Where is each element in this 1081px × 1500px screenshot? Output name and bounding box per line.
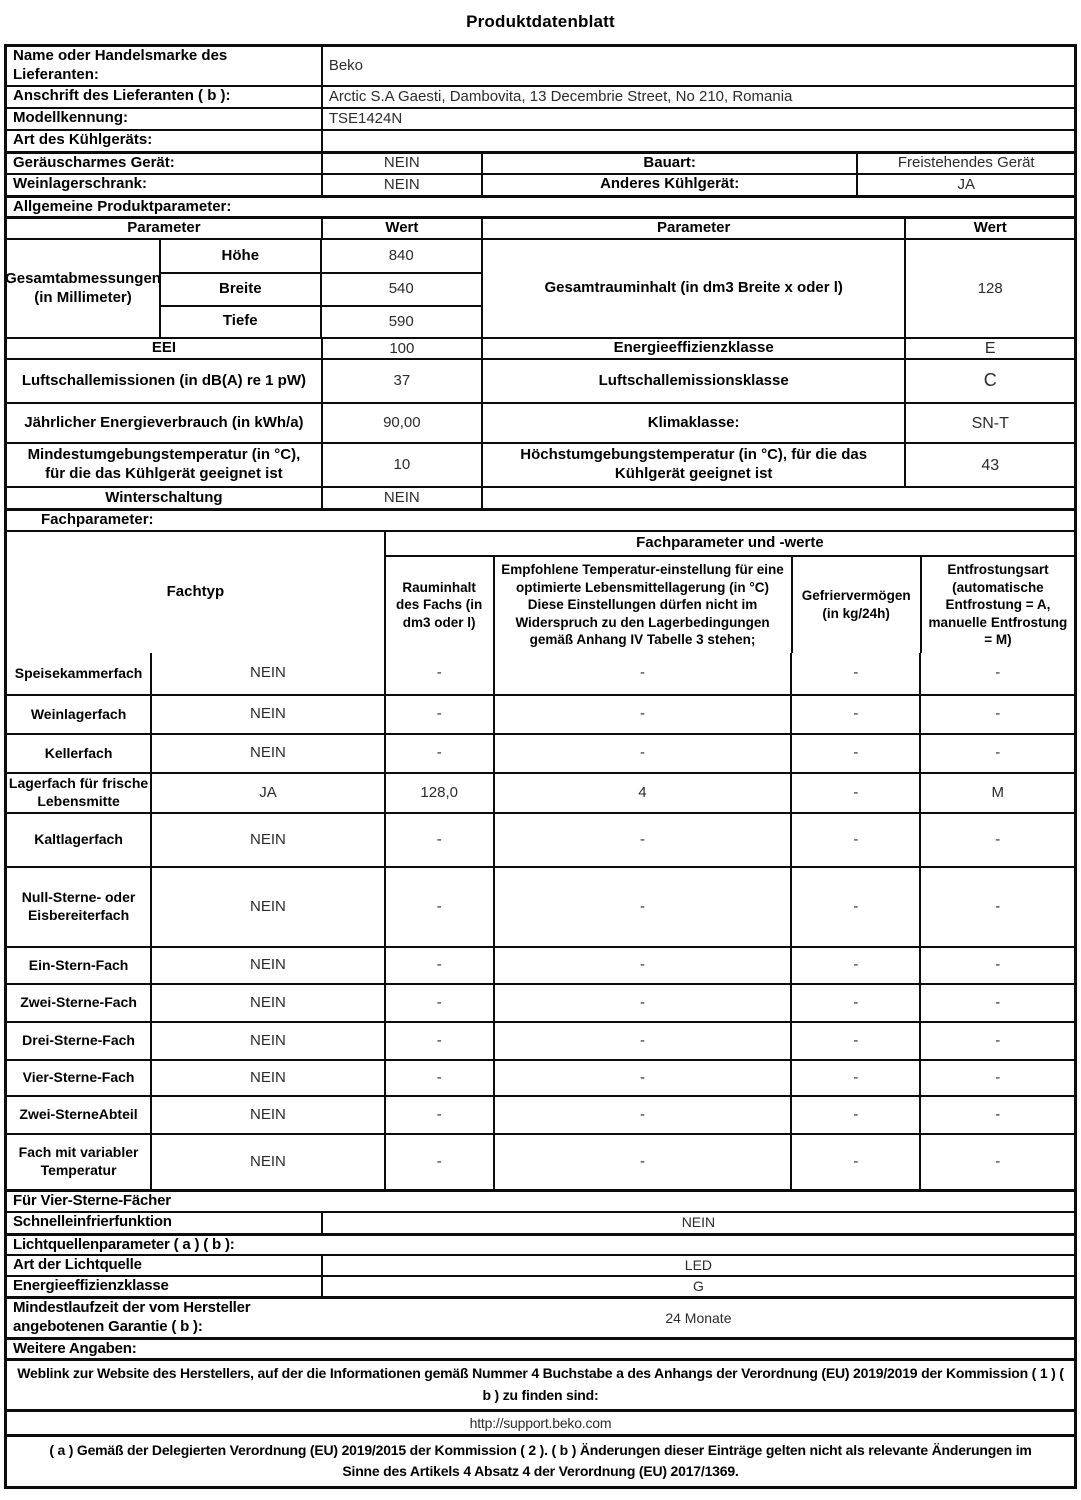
additional-info-section-label: Weitere Angaben: [13, 1339, 137, 1357]
supplier-address-value: Arctic S.A Gaesti, Dambovita, 13 Decembrie Street, No 210, Romania [328, 87, 793, 105]
table-row [7, 47, 1074, 85]
compartment-defrost-value: - [995, 1068, 1001, 1086]
min-ambient-temp-value: 10 [323, 444, 483, 486]
compartment-freezing-value: - [792, 948, 921, 983]
noise-emission-value: 37 [323, 360, 483, 402]
compartment-name: Lagerfach für frische Lebensmitte [7, 774, 152, 812]
compartment-volume-value: - [386, 868, 495, 946]
climate-class-label: Klimaklasse: [483, 404, 907, 442]
compartment-defrost-value: - [995, 1031, 1001, 1049]
temperature-column-header: Empfohlene Temperatur-einstellung für eine optimierte Lebensmittellagerung (in °C) Diese Einstellungen dürfen nicht im Widerspruch zu den Lagerbedingungen gemäß Anhang IV Tabelle 3 stehen; [495, 557, 793, 653]
table-row [7, 442, 1074, 486]
compartment-temperature-value: - [495, 1023, 793, 1059]
fachtyp-header: Fachtyp [7, 532, 386, 653]
wine-storage-label: Weinlagerschrank: [7, 175, 323, 195]
compartment-name: Vier-Sterne-Fach [7, 1061, 152, 1095]
table-row [7, 151, 1074, 173]
compartment-present-value: NEIN [152, 985, 386, 1021]
compartment-row [7, 1021, 1074, 1059]
compartment-volume-value: - [386, 985, 495, 1021]
compartment-name: Weinlagerfach [7, 696, 152, 733]
height-label: Höhe [161, 240, 322, 272]
compartment-defrost-value: - [995, 744, 1001, 762]
table-row [7, 107, 1074, 129]
general-section-label: Allgemeine Produktparameter: [13, 197, 232, 215]
group-header: Fachparameter und -werte [386, 532, 1074, 557]
eei-label: EEI [7, 339, 323, 358]
width-label: Breite [161, 274, 322, 305]
compartment-freezing-value: - [792, 868, 921, 946]
quiet-appliance-label: Geräuscharmes Gerät: [7, 154, 323, 173]
compartment-row [7, 733, 1074, 772]
depth-label: Tiefe [161, 307, 322, 338]
datasheet-table [4, 44, 1077, 1489]
table-row [7, 1211, 1074, 1233]
eei-value: 100 [323, 339, 483, 358]
design-type-label: Bauart: [483, 154, 859, 173]
compartment-name: Drei-Sterne-Fach [7, 1023, 152, 1059]
refrigerator-type-value [323, 131, 1074, 151]
compartment-section-label: Fachparameter: [41, 511, 154, 529]
compartment-freezing-value: - [792, 696, 921, 733]
column-header-wert-right: Wert [973, 219, 1007, 237]
compartment-row [7, 1059, 1074, 1095]
compartment-present-value: NEIN [152, 814, 386, 866]
compartment-present-value: NEIN [152, 735, 386, 772]
max-ambient-temp-value: 43 [981, 456, 1000, 474]
max-ambient-temp-label: Höchstumgebungstemperatur (in °C), für die das Kühlgerät geeignet ist [483, 444, 907, 486]
compartment-present-value: NEIN [152, 1061, 386, 1095]
refrigerator-type-label: Art des Kühlgeräts: [7, 131, 323, 151]
height-value: 840 [388, 247, 414, 264]
light-type-label: Art der Lichtquelle [7, 1256, 323, 1275]
fast-freeze-label: Schnelleinfrierfunktion [7, 1213, 323, 1233]
warranty-label: Mindestlaufzeit der vom Hersteller angebotenen Garantie ( b ): [13, 1299, 251, 1335]
compartment-row [7, 653, 1074, 694]
page-title: Produktdatenblatt [466, 12, 615, 31]
light-energy-class-value: G [692, 1278, 704, 1295]
compartment-volume-value: - [386, 1097, 495, 1133]
four-star-section-label: Für Vier-Sterne-Fächer [13, 1191, 171, 1209]
compartment-present-value: NEIN [152, 868, 386, 946]
table-row [161, 240, 481, 272]
weblink-description: Weblink zur Website des Herstellers, auf der die Informationen gemäß Nummer 4 Buchstabe a des Anhangs der Verordnung (EU) 2019/2019 der Kommission ( 1 ) ( b ) zu finden sind: [17, 1365, 1064, 1404]
warranty-value: 24 Monate [665, 1309, 732, 1326]
width-value: 540 [388, 280, 414, 298]
dimensions-row [7, 238, 1074, 337]
winter-setting-value: NEIN [323, 488, 483, 508]
compartment-defrost-value: - [995, 664, 1001, 682]
supplier-address-label: Anschrift des Lieferanten ( b ): [7, 87, 323, 107]
compartment-volume-value: - [386, 696, 495, 733]
section-header [7, 1233, 1074, 1255]
compartment-temperature-value: - [495, 735, 793, 772]
compartment-freezing-value: - [792, 814, 921, 866]
compartment-row [7, 866, 1074, 946]
compartment-temperature-value: - [495, 1135, 793, 1189]
model-id-label: Modellkennung: [7, 109, 323, 129]
compartment-freezing-value: - [792, 1135, 921, 1189]
compartment-row [7, 983, 1074, 1021]
compartment-volume-value: 128,0 [386, 774, 495, 812]
light-section-label: Lichtquellenparameter ( a ) ( b ): [13, 1235, 235, 1253]
column-header-wert-left: Wert [323, 219, 483, 238]
total-volume-value: 128 [977, 279, 1003, 297]
quiet-appliance-value: NEIN [323, 154, 483, 173]
table-row [161, 272, 481, 305]
compartment-defrost-value: - [995, 705, 1001, 723]
compartment-name: Ein-Stern-Fach [7, 948, 152, 983]
compartment-freezing-value: - [792, 1061, 921, 1095]
design-type-value: Freistehendes Gerät [897, 154, 1035, 171]
compartment-temperature-value: - [495, 1097, 793, 1133]
other-appliance-label: Anderes Kühlgerät: [483, 175, 859, 195]
climate-class-value: SN-T [971, 414, 1009, 432]
supplier-name-label: Name oder Handelsmarke des Lieferanten: [7, 47, 323, 85]
supplier-name-value: Beko [328, 56, 364, 74]
table-row [7, 1358, 1074, 1408]
column-header-parameter-right: Parameter [483, 219, 907, 238]
light-type-value: LED [684, 1257, 713, 1274]
table-row [7, 1296, 1074, 1337]
weblink-cell [7, 1412, 1074, 1434]
compartment-temperature-value: 4 [495, 774, 793, 812]
table-row [7, 1275, 1074, 1296]
compartment-present-value: NEIN [152, 1097, 386, 1133]
table-row [7, 402, 1074, 442]
table-row [7, 173, 1074, 195]
compartment-present-value: NEIN [152, 1023, 386, 1059]
compartment-name: Zwei-Sterne-Fach [7, 985, 152, 1021]
freezing-column-header: Gefriervermögen (in kg/24h) [793, 557, 922, 653]
section-header [7, 508, 1074, 530]
compartment-freezing-value: - [792, 1023, 921, 1059]
compartment-defrost-value: - [995, 993, 1001, 1011]
compartment-freezing-value: - [792, 735, 921, 772]
empty-cell [483, 488, 1074, 508]
compartment-present-value: NEIN [152, 1135, 386, 1189]
compartment-present-value: JA [152, 774, 386, 812]
light-energy-class-label: Energieeffizienzklasse [7, 1277, 323, 1296]
footnote-text: ( a ) Gemäß der Delegierten Verordnung (EU) 2019/2015 der Kommission ( 2 ). ( b ) Änderungen dieser Einträge gelten nicht als relevante Änderungen im Sinne des Artikels 4 Absatz 4 der Verordnung (EU) 2017/1369. [49, 1441, 1032, 1480]
annual-energy-value: 90,00 [323, 404, 483, 442]
section-header [7, 1337, 1074, 1359]
compartment-temperature-value: - [495, 1061, 793, 1095]
compartment-name: Fach mit variabler Temperatur [7, 1135, 152, 1189]
compartment-temperature-value: - [495, 696, 793, 733]
wine-storage-value: NEIN [323, 175, 483, 195]
compartment-defrost-value: - [995, 1105, 1001, 1123]
compartment-name: Kellerfach [7, 735, 152, 772]
compartment-volume-value: - [386, 1061, 495, 1095]
table-row [7, 129, 1074, 151]
noise-emission-label: Luftschallemissionen (in dB(A) re 1 pW) [7, 360, 323, 402]
table-row [7, 337, 1074, 358]
compartment-name: Kaltlagerfach [7, 814, 152, 866]
winter-setting-label: Winterschaltung [7, 488, 323, 508]
other-appliance-value: JA [957, 175, 975, 193]
compartment-present-value: NEIN [152, 696, 386, 733]
noise-class-value: C [983, 370, 997, 391]
compartment-temperature-value: - [495, 985, 793, 1021]
compartment-present-value: NEIN [152, 948, 386, 983]
compartment-temperature-value: - [495, 814, 793, 866]
compartment-name: Null-Sterne- oder Eisbereiterfach [7, 868, 152, 946]
compartment-defrost-value: M [991, 783, 1004, 801]
table-header-row [7, 216, 1074, 238]
compartment-volume-value: - [386, 1135, 495, 1189]
table-row [7, 1254, 1074, 1275]
depth-value: 590 [388, 312, 414, 330]
table-row [161, 305, 481, 338]
model-id-value: TSE1424N [328, 109, 403, 127]
compartment-row [7, 946, 1074, 983]
compartment-name: Speisekammerfach [7, 653, 152, 694]
compartment-temperature-value: - [495, 948, 793, 983]
compartment-volume-value: - [386, 735, 495, 772]
compartment-defrost-value: - [995, 956, 1001, 974]
min-ambient-temp-label: Mindestumgebungstemperatur (in °C), für die das Kühlgerät geeignet ist [7, 444, 323, 486]
noise-class-label: Luftschallemissionsklasse [483, 360, 907, 402]
compartment-row [7, 1095, 1074, 1133]
energy-class-value: E [984, 340, 996, 357]
table-row [7, 1409, 1074, 1434]
compartment-temperature-value: - [495, 868, 793, 946]
table-row [7, 1434, 1074, 1486]
annual-energy-label: Jährlicher Energieverbrauch (in kWh/a) [7, 404, 323, 442]
dimensions-label: Gesamtabmessungen (in Millimeter) [7, 240, 161, 337]
compartment-row [7, 694, 1074, 733]
compartment-row [7, 772, 1074, 812]
table-row [7, 486, 1074, 508]
column-header-parameter-left: Parameter [7, 219, 323, 238]
compartment-defrost-value: - [995, 1152, 1001, 1170]
defrost-column-header: Entfrostungsart (automatische Entfrostung = A, manuelle Entfrostung = M) [928, 562, 1068, 648]
compartment-freezing-value: - [792, 774, 921, 812]
compartment-volume-value: - [386, 948, 495, 983]
compartment-present-value: NEIN [152, 653, 386, 694]
compartment-freezing-value: - [792, 653, 921, 694]
compartment-rows-container [7, 653, 1074, 1189]
compartment-defrost-value: - [995, 897, 1001, 915]
compartment-name: Zwei-SterneAbteil [7, 1097, 152, 1133]
compartment-temperature-value: - [495, 653, 793, 694]
manufacturer-support-link[interactable]: http://support.beko.com [469, 1414, 612, 1431]
section-header [7, 1189, 1074, 1211]
compartment-volume-value: - [386, 1023, 495, 1059]
energy-class-label: Energieeffizienzklasse [483, 339, 907, 358]
compartment-volume-value: - [386, 814, 495, 866]
compartment-row [7, 1133, 1074, 1189]
table-row [7, 358, 1074, 402]
total-volume-label: Gesamtrauminhalt (in dm3 Breite x oder l) [483, 240, 907, 337]
fast-freeze-value: NEIN [681, 1214, 716, 1231]
compartment-freezing-value: - [792, 1097, 921, 1133]
compartment-header-row [7, 530, 1074, 653]
compartment-row [7, 812, 1074, 866]
section-header [7, 195, 1074, 217]
compartment-freezing-value: - [792, 985, 921, 1021]
compartment-defrost-value: - [995, 830, 1001, 848]
compartment-volume-value: - [386, 653, 495, 694]
volume-column-header: Rauminhalt des Fachs (in dm3 oder l) [386, 557, 495, 653]
table-row [7, 85, 1074, 107]
